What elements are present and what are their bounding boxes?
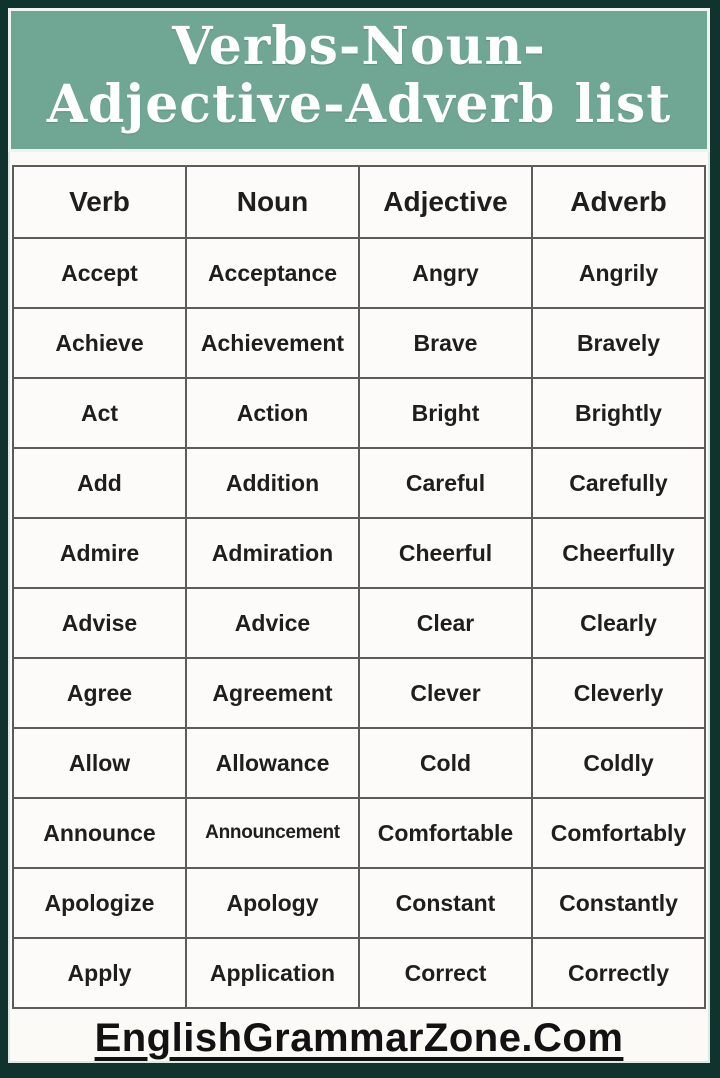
table-cell: Cold [359,728,532,798]
table-cell: Application [186,938,359,1008]
table-row [13,238,705,308]
table-cell: Brave [359,308,532,378]
table-cell: Apology [186,868,359,938]
table-cell: Agree [13,658,186,728]
column-header-adjective: Adjective [359,166,532,238]
table-row [13,728,705,798]
table-cell: Advise [13,588,186,658]
table-cell: Careful [359,448,532,518]
table-cell: Clearly [532,588,705,658]
table-row [13,378,705,448]
table-cell: Comfortably [532,798,705,868]
table-row [13,308,705,378]
table-row [13,798,705,868]
table-cell: Addition [186,448,359,518]
table-cell: Allowance [186,728,359,798]
column-header-noun: Noun [186,166,359,238]
table-cell: Action [186,378,359,448]
table-cell: Acceptance [186,238,359,308]
table-row [13,588,705,658]
page-title-line2: Adjective-Adverb list [46,74,672,135]
table-row [13,938,705,1008]
table-cell: Coldly [532,728,705,798]
site-name: EnglishGrammarZone.Com [94,1016,624,1060]
table-row [13,518,705,588]
table-cell: Accept [13,238,186,308]
column-header-verb: Verb [13,166,186,238]
table-cell: Achievement [186,308,359,378]
table-cell: Carefully [532,448,705,518]
table-cell: Admire [13,518,186,588]
table-header-row [13,166,705,238]
table-cell: Add [13,448,186,518]
table-cell: Apologize [13,868,186,938]
table-cell: Constantly [532,868,705,938]
table-cell: Announcement [186,798,359,868]
table-cell: Clear [359,588,532,658]
table-cell: Clever [359,658,532,728]
table-row [13,448,705,518]
page-title-line1: Verbs-Noun- [172,15,546,77]
table-cell: Bravely [532,308,705,378]
table-cell: Announce [13,798,186,868]
table-cell: Allow [13,728,186,798]
table-row [13,658,705,728]
table-cell: Comfortable [359,798,532,868]
table-cell: Constant [359,868,532,938]
table-cell: Advice [186,588,359,658]
table-body [13,238,705,1008]
title-banner [8,8,710,152]
table-cell: Bright [359,378,532,448]
table-cell: Apply [13,938,186,1008]
table-cell: Brightly [532,378,705,448]
table-cell: Angry [359,238,532,308]
poster-page [8,8,710,1063]
table-cell: Achieve [13,308,186,378]
table-cell: Correct [359,938,532,1008]
table-cell: Cheerfully [532,518,705,588]
table-cell: Correctly [532,938,705,1008]
table-cell: Cheerful [359,518,532,588]
column-header-adverb: Adverb [532,166,705,238]
table-cell: Admiration [186,518,359,588]
table-cell: Agreement [186,658,359,728]
word-forms-table [12,165,706,1009]
table-cell: Act [13,378,186,448]
table-row [13,868,705,938]
table-cell: Angrily [532,238,705,308]
table-cell: Cleverly [532,658,705,728]
